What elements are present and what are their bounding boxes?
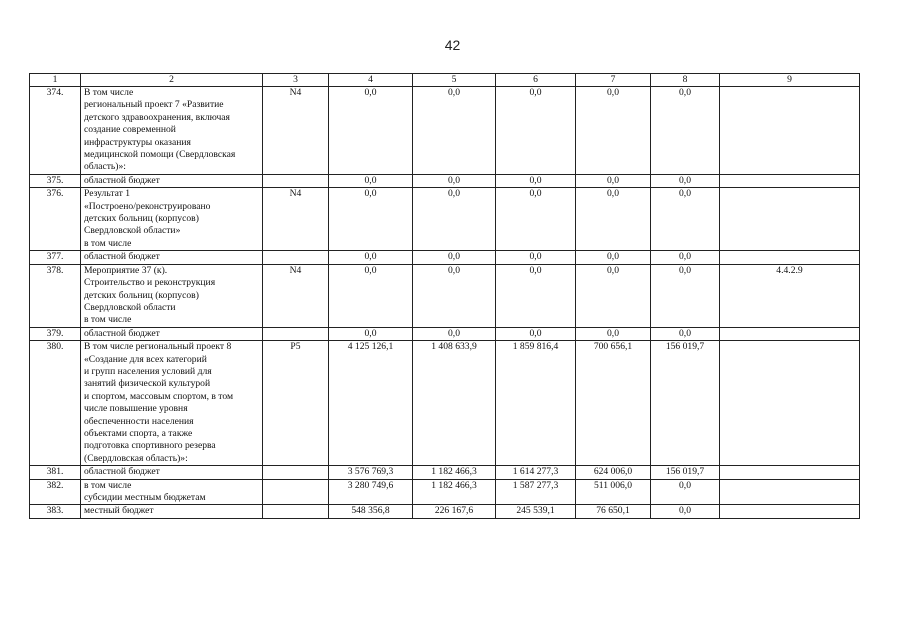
value-col4: 0,0: [329, 264, 413, 327]
value-col5: 1 408 633,9: [413, 341, 496, 466]
value-col4: 3 280 749,6: [329, 479, 413, 505]
value-col6: 1 587 277,3: [496, 479, 576, 505]
value-col6: 0,0: [496, 251, 576, 264]
header-cell: 7: [576, 74, 651, 87]
row-code: [263, 174, 329, 187]
header-cell: 9: [720, 74, 860, 87]
row-reference: [720, 341, 860, 466]
table-row: [30, 188, 860, 251]
row-number: 374.: [30, 87, 81, 175]
value-col5: 0,0: [413, 87, 496, 175]
table-row: [30, 251, 860, 264]
row-code: N4: [263, 264, 329, 327]
value-col4: 0,0: [329, 188, 413, 251]
header-cell: 3: [263, 74, 329, 87]
table-row: [30, 264, 860, 327]
value-col6: 0,0: [496, 264, 576, 327]
row-name: В том числе региональный проект 8 «Создание для всех категорий и групп населения условий для занятий физической культурой и спортом, массовым спортом, в том числе повышение уровня обеспеченности населения объектами спорта, а также подготовка спортивного резерва (Свердловская область)»:: [81, 341, 263, 466]
value-col6: 0,0: [496, 87, 576, 175]
value-col6: 245 539,1: [496, 505, 576, 518]
row-code: [263, 466, 329, 479]
value-col7: 0,0: [576, 188, 651, 251]
value-col5: 226 167,6: [413, 505, 496, 518]
row-code: [263, 327, 329, 340]
table-row: [30, 505, 860, 518]
value-col4: 0,0: [329, 174, 413, 187]
row-reference: [720, 188, 860, 251]
table-row: [30, 174, 860, 187]
value-col4: 0,0: [329, 87, 413, 175]
row-name: областной бюджет: [81, 327, 263, 340]
row-reference: 4.4.2.9: [720, 264, 860, 327]
value-col5: 0,0: [413, 251, 496, 264]
value-col4: 3 576 769,3: [329, 466, 413, 479]
value-col4: 0,0: [329, 251, 413, 264]
value-col6: 0,0: [496, 327, 576, 340]
value-col5: 1 182 466,3: [413, 466, 496, 479]
row-reference: [720, 174, 860, 187]
value-col7: 0,0: [576, 251, 651, 264]
header-cell: 6: [496, 74, 576, 87]
value-col5: 0,0: [413, 174, 496, 187]
budget-table: [29, 73, 860, 519]
value-col7: 0,0: [576, 264, 651, 327]
row-reference: [720, 505, 860, 518]
value-col8: 0,0: [651, 251, 720, 264]
row-code: [263, 479, 329, 505]
page-number: 42: [444, 37, 461, 53]
row-number: 375.: [30, 174, 81, 187]
value-col5: 0,0: [413, 188, 496, 251]
row-reference: [720, 479, 860, 505]
row-name: областной бюджет: [81, 466, 263, 479]
value-col7: 700 656,1: [576, 341, 651, 466]
row-name: Результат 1 «Построено/реконструировано детских больниц (корпусов) Свердловской области» в том числе: [81, 188, 263, 251]
header-row: [30, 74, 860, 87]
table-row: [30, 341, 860, 466]
table-row: [30, 466, 860, 479]
value-col8: 0,0: [651, 327, 720, 340]
table-body: [30, 74, 860, 519]
value-col6: 0,0: [496, 174, 576, 187]
value-col5: 1 182 466,3: [413, 479, 496, 505]
row-reference: [720, 251, 860, 264]
row-code: [263, 251, 329, 264]
value-col6: 1 614 277,3: [496, 466, 576, 479]
value-col4: 0,0: [329, 327, 413, 340]
row-code: [263, 505, 329, 518]
header-cell: 2: [81, 74, 263, 87]
value-col5: 0,0: [413, 327, 496, 340]
header-cell: 1: [30, 74, 81, 87]
row-reference: [720, 327, 860, 340]
row-number: 381.: [30, 466, 81, 479]
value-col8: 0,0: [651, 174, 720, 187]
header-cell: 8: [651, 74, 720, 87]
row-number: 380.: [30, 341, 81, 466]
row-number: 383.: [30, 505, 81, 518]
value-col7: 76 650,1: [576, 505, 651, 518]
value-col7: 0,0: [576, 87, 651, 175]
value-col6: 1 859 816,4: [496, 341, 576, 466]
value-col5: 0,0: [413, 264, 496, 327]
value-col8: 0,0: [651, 479, 720, 505]
row-name: областной бюджет: [81, 251, 263, 264]
row-number: 379.: [30, 327, 81, 340]
row-number: 376.: [30, 188, 81, 251]
row-code: P5: [263, 341, 329, 466]
row-name: областной бюджет: [81, 174, 263, 187]
value-col7: 511 006,0: [576, 479, 651, 505]
row-reference: [720, 87, 860, 175]
value-col4: 4 125 126,1: [329, 341, 413, 466]
row-name: в том числе субсидии местным бюджетам: [81, 479, 263, 505]
value-col7: 624 006,0: [576, 466, 651, 479]
row-name: Мероприятие 37 (к). Строительство и реконструкция детских больниц (корпусов) Свердловской области в том числе: [81, 264, 263, 327]
row-number: 377.: [30, 251, 81, 264]
value-col8: 0,0: [651, 87, 720, 175]
row-code: N4: [263, 87, 329, 175]
table-row: [30, 479, 860, 505]
value-col6: 0,0: [496, 188, 576, 251]
value-col8: 156 019,7: [651, 341, 720, 466]
table-row: [30, 87, 860, 175]
row-reference: [720, 466, 860, 479]
row-number: 378.: [30, 264, 81, 327]
value-col8: 0,0: [651, 188, 720, 251]
row-name: местный бюджет: [81, 505, 263, 518]
table-row: [30, 327, 860, 340]
value-col7: 0,0: [576, 174, 651, 187]
header-cell: 4: [329, 74, 413, 87]
value-col8: 0,0: [651, 505, 720, 518]
row-number: 382.: [30, 479, 81, 505]
value-col4: 548 356,8: [329, 505, 413, 518]
value-col7: 0,0: [576, 327, 651, 340]
row-name: В том числе региональный проект 7 «Развитие детского здравоохранения, включая создание современной инфраструктуры оказания медицинской помощи (Свердловская область)»:: [81, 87, 263, 175]
value-col8: 156 019,7: [651, 466, 720, 479]
header-cell: 5: [413, 74, 496, 87]
row-code: N4: [263, 188, 329, 251]
value-col8: 0,0: [651, 264, 720, 327]
